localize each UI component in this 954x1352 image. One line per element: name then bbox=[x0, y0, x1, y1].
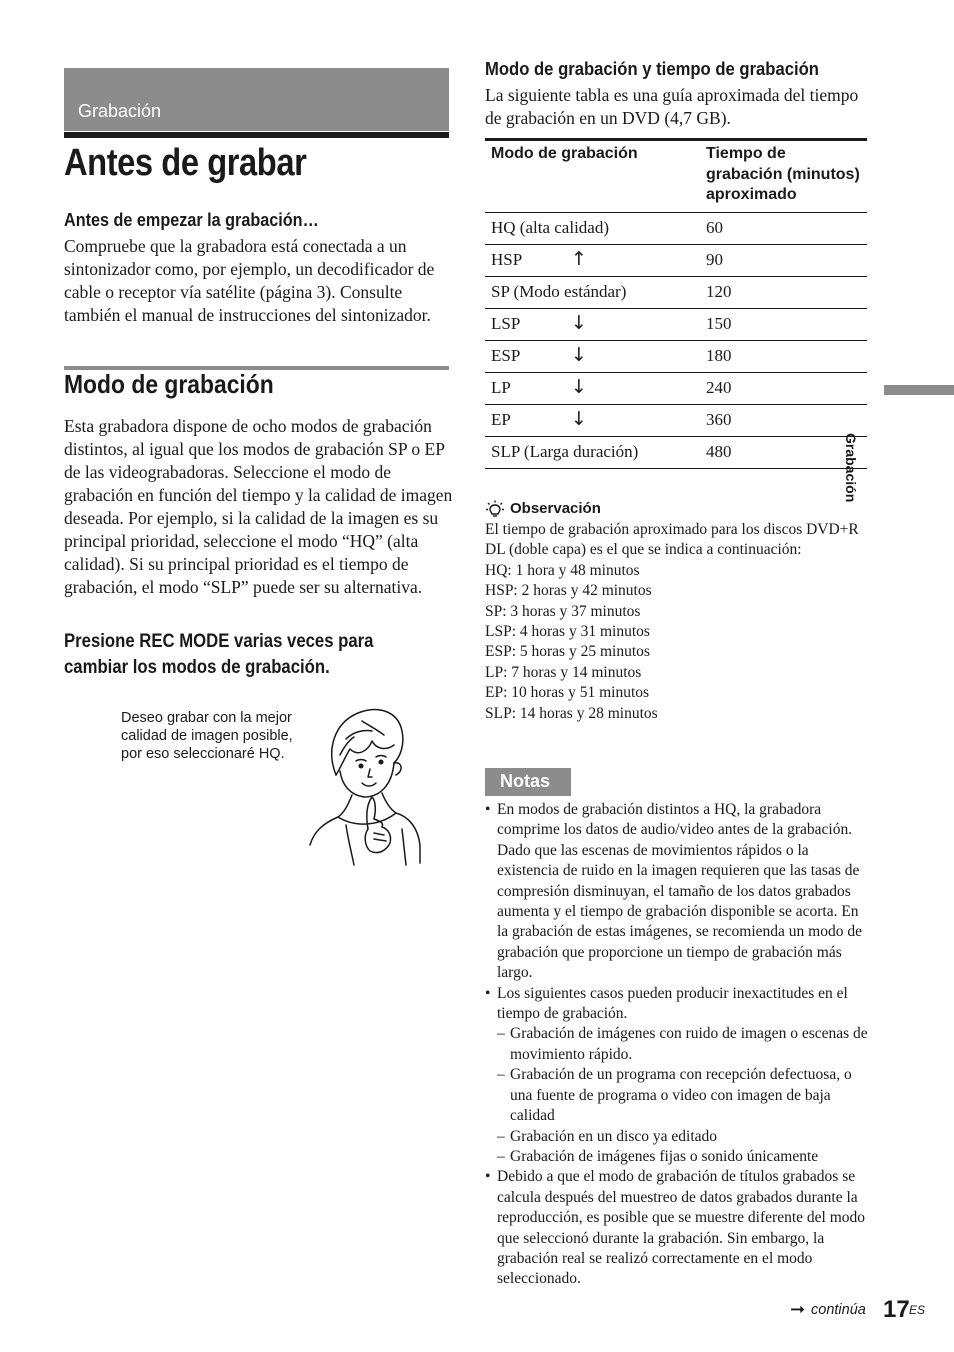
time-cell: 240 bbox=[700, 372, 867, 404]
section-label: Grabación bbox=[78, 101, 162, 121]
mode-name: HQ (alta calidad) bbox=[491, 218, 609, 237]
mode-name: ESP bbox=[491, 346, 521, 365]
mode-cell bbox=[485, 340, 700, 372]
observation-line: EP: 10 horas y 51 minutos bbox=[485, 684, 650, 702]
up-arrow: ↑ bbox=[571, 247, 587, 270]
note-item: • Debido a que el modo de grabación de títulos grabados se calcula después del muestreo de datos grabados durante la reproducción, es posible que se muestre diferente del modo que seleccionó durante la grabación. Sin embargo, la grabación real se realizó correctamente en el modo seleccionado. bbox=[485, 1168, 866, 1288]
character-illustration bbox=[306, 705, 424, 867]
mode-cell bbox=[485, 404, 700, 436]
observation-intro: El tiempo de grabación aproximado para los discos DVD+R DL (doble capa) es el que se indica a continuación: bbox=[485, 521, 859, 559]
note-subitem: – Grabación en un disco ya editado bbox=[497, 1127, 718, 1145]
observation-line: LSP: 4 horas y 31 minutos bbox=[485, 623, 650, 641]
speech-text: Deseo grabar con la mejor calidad de imagen posible, por eso seleccionaré HQ. bbox=[121, 710, 293, 762]
down-arrow: ↓ bbox=[571, 311, 587, 334]
mode-name: SP (Modo estándar) bbox=[491, 282, 627, 301]
table-row bbox=[485, 372, 867, 404]
continue-label: continúa bbox=[811, 1302, 866, 1318]
continue-arrow-icon: ➞ bbox=[790, 1299, 806, 1320]
modo-heading: Modo de grabación bbox=[64, 369, 274, 399]
note-text: Debido a que el modo de grabación de títulos grabados se calcula después del muestreo de datos grabados durante la reproducción, es posible que se muestre diferente del modo que seleccionó durante la grabación. Sin embargo, la grabación real se realizó correctamente en el modo seleccionado. bbox=[497, 1168, 866, 1288]
note-subitem-text: Grabación de imágenes con ruido de imagen o escenas de movimiento rápido. bbox=[510, 1025, 868, 1063]
observation-line: SLP: 14 horas y 28 minutos bbox=[485, 704, 658, 722]
note-text: Los siguientes casos pueden producir inexactitudes en el tiempo de grabación. bbox=[497, 984, 848, 1023]
side-tab bbox=[843, 403, 913, 503]
time-cell: 120 bbox=[700, 276, 867, 308]
mode-cell bbox=[485, 276, 700, 308]
table-row bbox=[485, 340, 867, 372]
mode-name: LP bbox=[491, 378, 511, 397]
mode-name: LSP bbox=[491, 314, 521, 333]
table-row bbox=[485, 244, 867, 276]
notes-badge bbox=[485, 768, 571, 796]
down-arrow: ↓ bbox=[571, 343, 587, 366]
page-number: 17 bbox=[883, 1296, 910, 1323]
note-subitem: – Grabación de un programa con recepción defectuosa, o una fuente de programa o video con imagen de baja calidad bbox=[497, 1066, 852, 1125]
table-row bbox=[485, 436, 867, 468]
notes-label: Notas bbox=[500, 771, 551, 791]
table-row bbox=[485, 212, 867, 244]
note-subitem: – Grabación de imágenes fijas o sonido únicamente bbox=[497, 1147, 819, 1165]
down-arrow: ↓ bbox=[571, 407, 587, 430]
note-item: • Los siguientes casos pueden producir inexactitudes en el tiempo de grabación. bbox=[485, 984, 848, 1023]
column-header-mode: Modo de grabación bbox=[485, 140, 700, 213]
observation-line: ESP: 5 horas y 25 minutos bbox=[485, 643, 650, 661]
note-subitem-text: Grabación de imágenes fijas o sonido únicamente bbox=[510, 1147, 819, 1165]
time-cell: 360 bbox=[700, 404, 867, 436]
observation-line: HSP: 2 horas y 42 minutos bbox=[485, 582, 652, 600]
mode-cell bbox=[485, 436, 700, 468]
mode-name: EP bbox=[491, 410, 511, 429]
time-cell: 60 bbox=[700, 212, 867, 244]
before-text: Compruebe que la grabadora está conectada a un sintonizador como, por ejemplo, un decodificador de cable o receptor vía satélite (página 3). Consulte también el manual de instrucciones del sintonizador. bbox=[64, 236, 435, 325]
observation-line: SP: 3 horas y 37 minutos bbox=[485, 602, 641, 620]
note-subitem: – Grabación de imágenes con ruido de imagen o escenas de movimiento rápido. bbox=[497, 1025, 868, 1063]
table-section-heading: Modo de grabación y tiempo de grabación bbox=[485, 58, 819, 79]
observation-line: HQ: 1 hora y 48 minutos bbox=[485, 561, 640, 579]
table-header-row bbox=[485, 140, 867, 213]
note-subitem-text: Grabación en un disco ya editado bbox=[510, 1127, 718, 1145]
time-cell: 150 bbox=[700, 308, 867, 340]
recording-time-table bbox=[485, 138, 867, 469]
down-arrow: ↓ bbox=[571, 375, 587, 398]
mode-cell bbox=[485, 244, 700, 276]
observation-heading: Observación bbox=[510, 500, 601, 517]
side-tab-label: Grabación bbox=[843, 433, 859, 503]
table-section-intro: La siguiente tabla es una guía aproximada del tiempo de grabación en un DVD (4,7 GB). bbox=[485, 85, 859, 128]
page-title: Antes de grabar bbox=[64, 142, 307, 184]
table-row bbox=[485, 276, 867, 308]
column-header-time: Tiempo de grabación (minutos) aproximado bbox=[700, 140, 867, 213]
press-instruction: Presione REC MODE varias veces para cambiar los modos de grabación. bbox=[64, 631, 374, 678]
mode-name: HSP bbox=[491, 250, 523, 269]
observation-line: LP: 7 horas y 14 minutos bbox=[485, 663, 642, 681]
notes-list bbox=[485, 800, 870, 1290]
note-text: En modos de grabación distintos a HQ, la grabadora comprime los datos de audio/video antes de la grabación. Dado que las escenas de movimientos rápidos o la existencia de ruido en la imagen requieren que las tasas de compresión disminuyan, el tamaño de los datos grabados aumenta y el tiempo de grabación disponible se acorta. En la grabación de estas imágenes, se recomienda un modo de grabación que proporcione un tiempo de grabación más largo. bbox=[497, 801, 862, 982]
side-tab-bar bbox=[884, 385, 954, 395]
section-rule bbox=[64, 132, 449, 138]
table-row bbox=[485, 308, 867, 340]
modo-text: Esta grabadora dispone de ocho modos de grabación distintos, al igual que los modos de grabación SP o EP de las videograbadoras. Seleccione el modo de grabación en función del tiempo y la calidad de imagen deseada. Por ejemplo, si la calidad de la imagen es su principal prioridad, seleccione el modo “HQ” (alta calidad). Si su principal prioridad es el tiempo de grabación, el modo “SLP” puede ser su alternativa. bbox=[64, 416, 453, 597]
note-subitem-text: Grabación de un programa con recepción defectuosa, o una fuente de programa o video con imagen de baja calidad bbox=[510, 1066, 852, 1125]
time-cell: 480 bbox=[700, 436, 867, 468]
section-band bbox=[64, 68, 449, 131]
table-row bbox=[485, 404, 867, 436]
note-item: • En modos de grabación distintos a HQ, la grabadora comprime los datos de audio/video antes de la grabación. Dado que las escenas de movimientos rápidos o la existencia de ruido en la imagen requieren que las tasas de compresión disminuyan, el tamaño de los datos grabados aumenta y el tiempo de grabación disponible se acorta. En la grabación de estas imágenes, se recomienda un modo de grabación que proporcione un tiempo de grabación más largo. bbox=[485, 801, 862, 982]
time-cell: 90 bbox=[700, 244, 867, 276]
mode-name: SLP (Larga duración) bbox=[491, 442, 639, 461]
mode-cell bbox=[485, 372, 700, 404]
page-suffix: ES bbox=[909, 1303, 926, 1317]
mode-cell bbox=[485, 308, 700, 340]
lightbulb-icon bbox=[485, 500, 505, 518]
mode-cell bbox=[485, 212, 700, 244]
time-cell: 180 bbox=[700, 340, 867, 372]
before-heading: Antes de empezar la grabación… bbox=[64, 210, 319, 230]
observation-body bbox=[485, 520, 865, 724]
